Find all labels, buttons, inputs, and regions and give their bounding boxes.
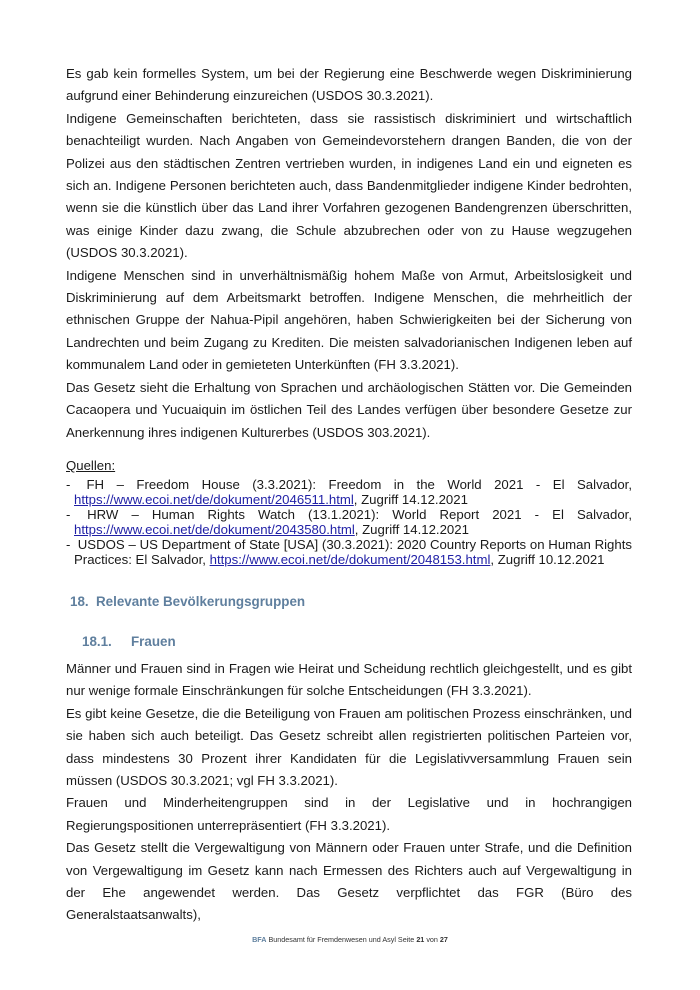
- source-access-date: , Zugriff 14.12.2021: [353, 491, 468, 507]
- footer-page-number: 21: [416, 935, 425, 944]
- sources-list: [66, 477, 632, 567]
- list-dash: -: [66, 536, 71, 552]
- paragraph: Männer und Frauen sind in Fragen wie Heirat und Scheidung rechtlich gleichgestellt, und es gibt nur wenige formale Einschränkungen für solche Entscheidungen (FH 3.3.2021).: [66, 660, 632, 699]
- source-link[interactable]: https://www.ecoi.net/de/dokument/2046511.html: [74, 491, 354, 507]
- source-item: [66, 477, 632, 507]
- paragraph: Frauen und Minderheitengruppen sind in der Legislative und in hochrangigen Regierungspositionen unterrepräsentiert (FH 3.3.2021).: [66, 795, 632, 833]
- source-access-date: , Zugriff 10.12.2021: [490, 551, 605, 567]
- paragraph: Es gibt keine Gesetze, die die Beteiligung von Frauen am politischen Prozess einschränken, und sie haben sich auch beteiligt. Das Gesetz schreibt allen registrierten politischen Parteien vor, dass mindestens 30 Prozent ihrer Kandidaten für die Legislativversammlung Frauen sein müssen (USDOS 30.3.2021; vgl FH 3.3.2021).: [66, 705, 632, 788]
- page-footer: [0, 935, 700, 944]
- subsection-number: 18.1.: [82, 633, 112, 649]
- section-title: Relevante Bevölkerungsgruppen: [96, 593, 306, 609]
- source-text: USDOS – US Department of State [USA] (30.3.2021): 2020 Country Reports on Human Rights Practices: El Salvador,: [74, 536, 632, 567]
- footer-of-label: von: [426, 935, 438, 944]
- source-item: [66, 537, 632, 567]
- footer-page-total: 27: [439, 935, 448, 944]
- source-item: [66, 507, 632, 537]
- list-dash: -: [66, 476, 71, 492]
- source-text: FH – Freedom House (3.3.2021): Freedom in the World 2021 - El Salvador,: [86, 476, 632, 492]
- paragraph: Das Gesetz stellt die Vergewaltigung von Männern oder Frauen unter Strafe, und die Definition von Vergewaltigung im Gesetz kann nach Ermessen des Richters auch auf Vergewaltigung in der Ehe angewendet werden. Das Gesetz verpflichtet das FGR (Büro des Generalstaatsanwalts),: [66, 840, 632, 923]
- paragraph: Indigene Menschen sind in unverhältnismäßig hohem Maße von Armut, Arbeitslosigkeit und Diskriminierung auf dem Arbeitsmarkt betroffen. Indigene Menschen, die mehrheitlich der ethnischen Gruppe der Nahua-Pipil angehören, haben Schwierigkeiten bei der Sicherung von Landrechten und beim Zugang zu Krediten. Die meisten salvadorianischen Indigenen leben auf kommunalem Land oder in gemieteten Unterkünften (FH 3.3.2021).: [66, 267, 632, 373]
- source-access-date: , Zugriff 14.12.2021: [354, 521, 469, 537]
- source-link[interactable]: https://www.ecoi.net/de/dokument/2043580.html: [74, 521, 355, 537]
- bfa-logo: BFA: [252, 935, 267, 944]
- subsection-heading: [82, 634, 632, 650]
- source-link[interactable]: https://www.ecoi.net/de/dokument/2048153.html: [209, 551, 491, 567]
- document-page: [66, 63, 632, 927]
- section-heading: [70, 594, 632, 610]
- paragraph: Indigene Gemeinschaften berichteten, dass sie rassistisch diskriminiert und wirtschaftlich benachteiligt wurden. Nach Angaben von Gemeindevorstehern drangen Banden, die von der Polizei aus den städtischen Zentren vertrieben wurden, in indigenes Land ein und eigneten es sich an. Indigene Personen berichteten auch, dass Bandenmitglieder indigene Kinder bedrohten, wenn sie die künstlich über das Land ihrer Vorfahren gezogenen Bandengrenzen überschritten, was einige Kinder dazu zwang, die Schule abzubrechen oder von zu Hause wegzugehen (USDOS 30.3.2021).: [66, 110, 632, 261]
- list-dash: -: [66, 506, 71, 522]
- paragraph: Das Gesetz sieht die Erhaltung von Sprachen und archäologischen Stätten vor. Die Gemeinden Cacaopera und Yucuaiquin im östlichen Teil des Landes verfügen über besondere Gesetze zur Anerkennung ihres indigenen Kulturerbes (USDOS 303.2021).: [66, 379, 632, 440]
- sources-heading: Quellen:: [66, 457, 116, 473]
- subsection-title: Frauen: [131, 633, 176, 649]
- source-text: HRW – Human Rights Watch (13.1.2021): World Report 2021 - El Salvador,: [87, 506, 632, 522]
- footer-page-label: Seite: [397, 935, 415, 944]
- footer-org: Bundesamt für Fremdenwesen und Asyl: [268, 935, 396, 944]
- section-number: 18.: [70, 593, 89, 609]
- paragraph: Es gab kein formelles System, um bei der Regierung eine Beschwerde wegen Diskriminierung aufgrund einer Behinderung einzureichen (USDOS 30.3.2021).: [66, 66, 632, 104]
